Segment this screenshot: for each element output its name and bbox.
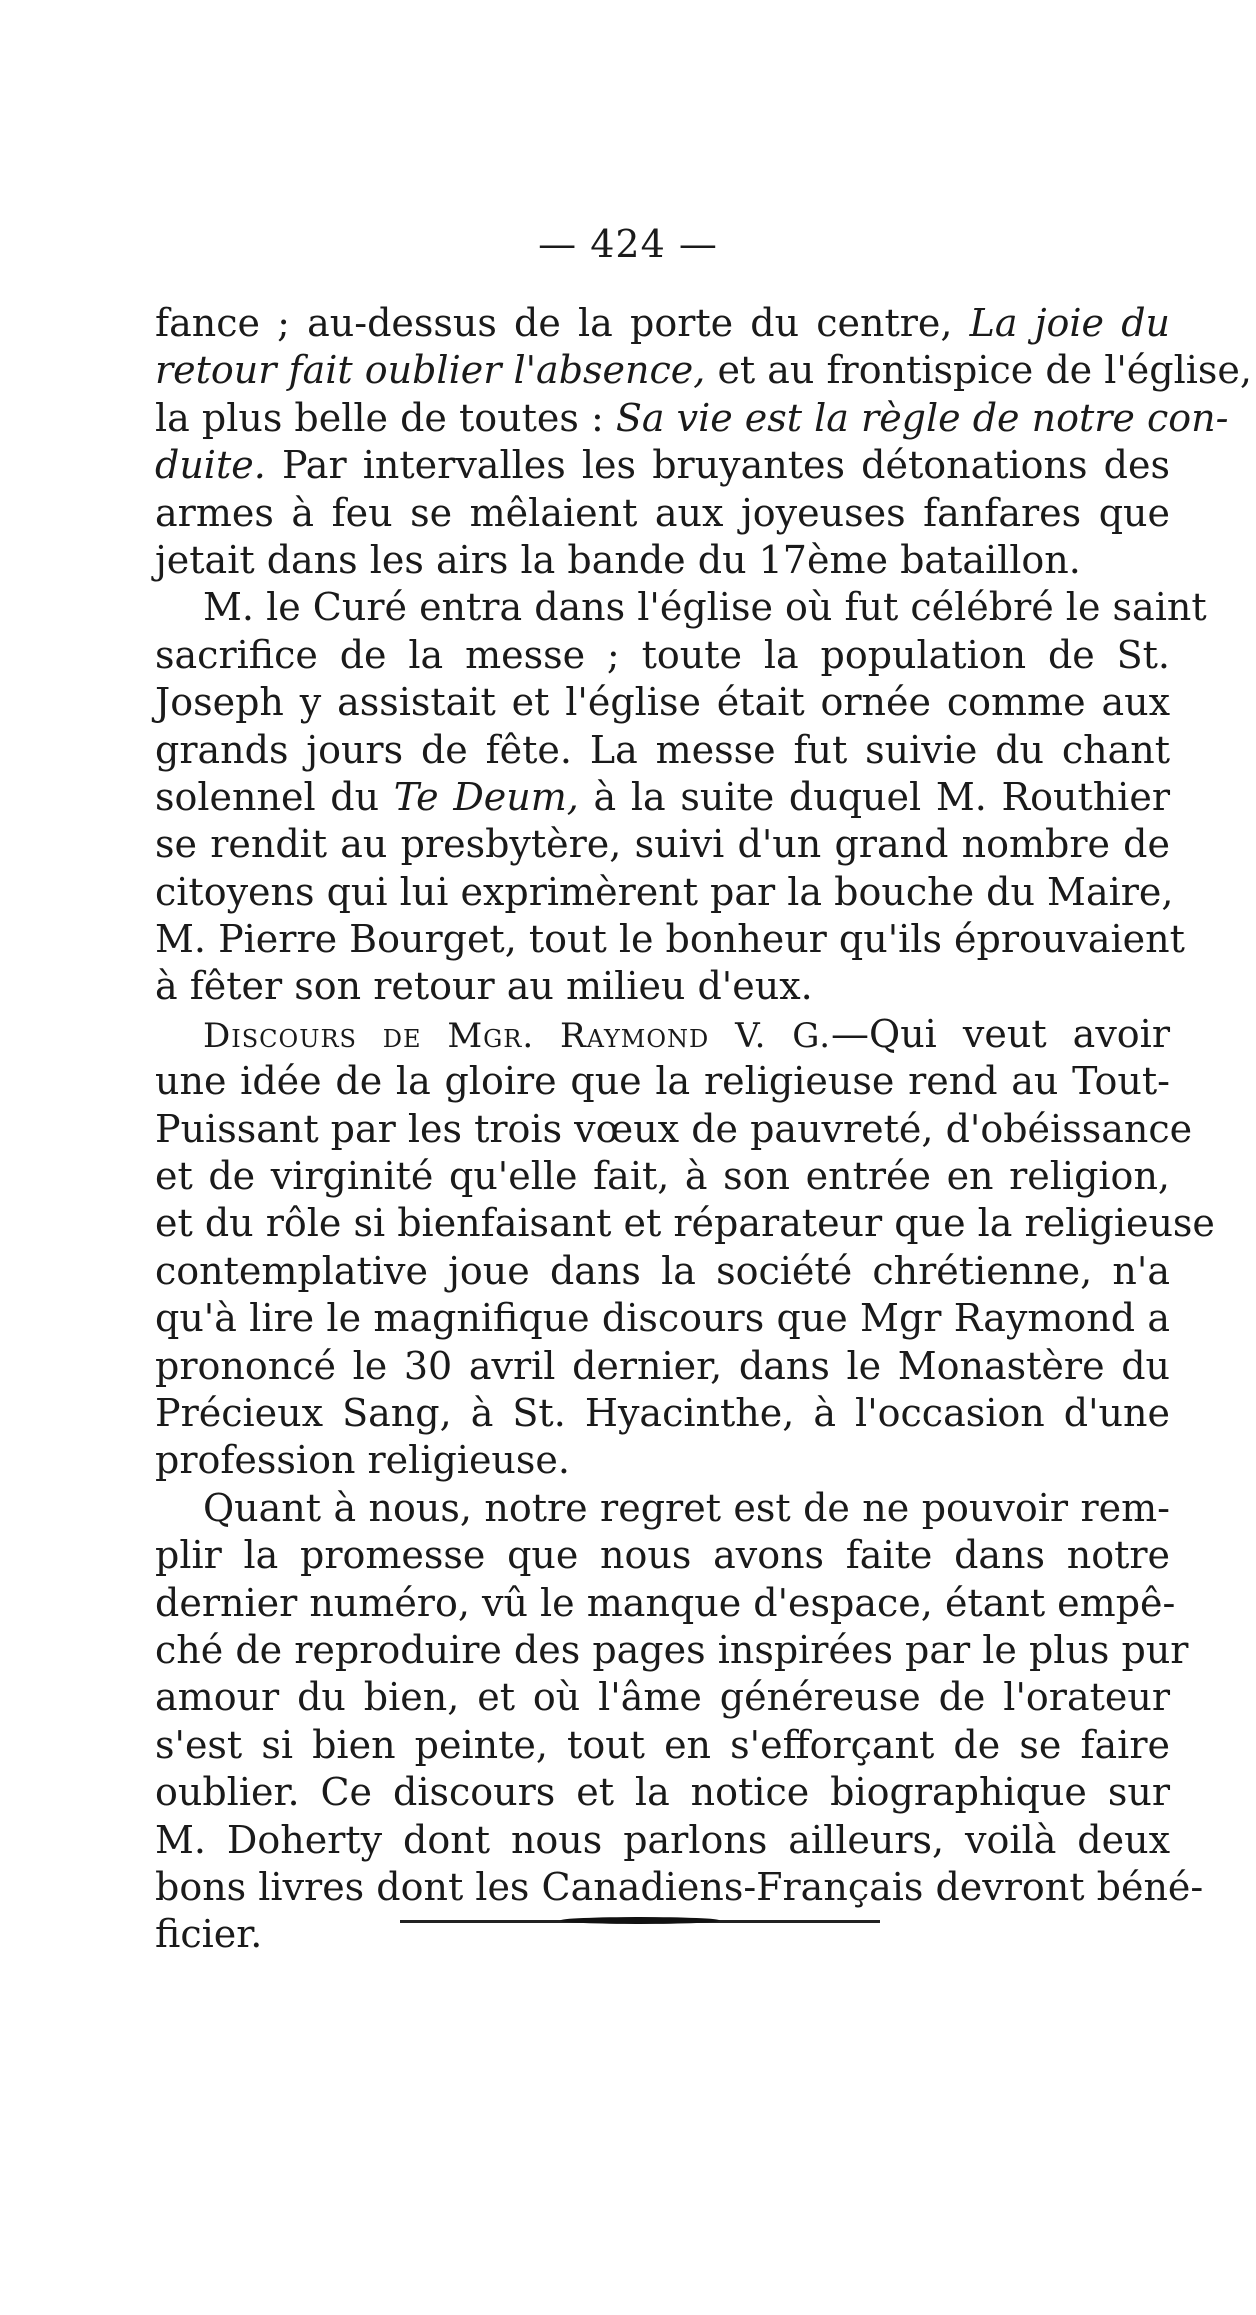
text-segment: et du rôle si bienfaisant et réparateur que la religieuse [155,1201,1215,1246]
text-line [155,584,1207,631]
text-segment: sacrifice de la messe ; toute la population de St. [155,632,1170,677]
text-segment: Puissant par les trois vœux de pauvreté, d'obéissance [155,1106,1193,1151]
text-segment: grands jours de fête. La messe fut suivie du chant [155,727,1170,772]
text-segment: ché de reproduire des pages inspirées par le plus pur [155,1627,1189,1672]
text-segment: qu'à lire le magnifique discours que Mgr Raymond a [155,1296,1170,1341]
text-line [155,1106,1193,1153]
text-line [155,1485,1170,1532]
text-line [155,1769,1170,1816]
text-line [155,1343,1170,1390]
text-segment: armes à feu se mêlaient aux joyeuses fanfares que [155,490,1170,535]
text-line [155,1295,1170,1342]
text-segment: Quant à nous, notre regret est de ne pouvoir rem- [203,1485,1170,1530]
text-line [155,490,1170,537]
text-line [155,1058,1170,1105]
text-line [155,679,1170,726]
text-segment: M. Doherty dont nous parlons ailleurs, voilà deux [155,1817,1170,1862]
text-segment: duite. [155,443,266,488]
text-segment: Précieux Sang, à St. Hyacinthe, à l'occasion d'une [155,1390,1170,1435]
text-segment: et au frontispice de l'église, [705,348,1252,393]
text-segment: Te Deum, [393,774,579,819]
text-line [155,1011,1170,1058]
text-segment: à la suite duquel M. Routhier [578,774,1170,819]
text-line [155,632,1170,679]
text-segment: fance ; au-dessus de la porte du centre, [155,301,970,345]
text-segment: à fêter son retour au milieu d'eux. [155,964,813,1009]
text-line [155,395,1229,442]
text-segment: Par intervalles les bruyantes détonations des [265,443,1170,488]
text-segment: plir la promesse que nous avons faite dans notre [155,1533,1170,1578]
text-line [155,1674,1170,1721]
text-segment: prononcé le 30 avril dernier, dans le Monastère du [155,1343,1170,1388]
text-line [155,1627,1189,1674]
text-line [155,774,1170,821]
end-rule-ornament [560,1917,720,1924]
text-line [155,537,1170,584]
section-heading: Discours de Mgr. Raymond V. G. [203,1015,832,1056]
text-segment: une idée de la gloire que la religieuse rend au Tout- [155,1059,1170,1104]
text-segment: M. le Curé entra dans l'église où fut célébré le saint [203,585,1207,630]
text-segment: et de virginité qu'elle fait, à son entrée en religion, [155,1154,1170,1199]
text-segment: solennel du [155,774,394,819]
body-text [155,300,1252,1959]
text-segment: bons livres dont les Canadiens-Français devront béné- [155,1864,1204,1909]
text-line [155,869,1174,916]
text-segment: ficier. [155,1912,263,1957]
page-number: — 424 — [538,222,718,266]
text-line [155,1390,1170,1437]
text-line [155,347,1252,394]
text-line [155,727,1170,774]
text-segment: amour du bien, et où l'âme généreuse de l'orateur [155,1675,1170,1720]
text-line [155,1864,1204,1911]
text-segment: —Qui veut avoir [831,1011,1170,1056]
text-line [155,1153,1170,1200]
text-segment: contemplative joue dans la société chrétienne, n'a [155,1248,1170,1293]
text-line [155,1580,1176,1627]
text-line [155,300,1170,347]
text-line [155,1817,1170,1864]
text-segment: profession religieuse. [155,1438,570,1483]
text-line [155,1722,1170,1769]
text-line [155,963,1170,1010]
text-segment: Joseph y assistait et l'église était ornée comme aux [155,680,1170,725]
text-segment: se rendit au presbytère, suivi d'un grand nombre de [155,822,1170,867]
text-segment: citoyens qui lui exprimèrent par la bouche du Maire, [155,869,1174,914]
text-segment: la plus belle de toutes : [155,395,616,440]
text-line [155,916,1185,963]
text-segment: Sa vie est la règle de notre con- [615,395,1229,440]
text-segment: oublier. Ce discours et la notice biographique sur [155,1770,1170,1815]
text-line [155,1248,1170,1295]
text-segment: retour fait oublier l'absence, [155,348,706,393]
text-segment: M. Pierre Bourget, tout le bonheur qu'ils éprouvaient [155,917,1185,962]
text-segment: jetait dans les airs la bande du 17ème bataillon. [155,537,1081,582]
text-segment: La joie du [969,301,1170,345]
text-line [155,821,1170,868]
text-segment: s'est si bien peinte, tout en s'efforçant de se faire [155,1722,1170,1767]
text-line [155,1532,1170,1579]
text-line [155,1437,1170,1484]
text-line [155,442,1170,489]
text-segment: dernier numéro, vû le manque d'espace, étant empê- [155,1580,1176,1625]
text-line [155,1200,1215,1247]
